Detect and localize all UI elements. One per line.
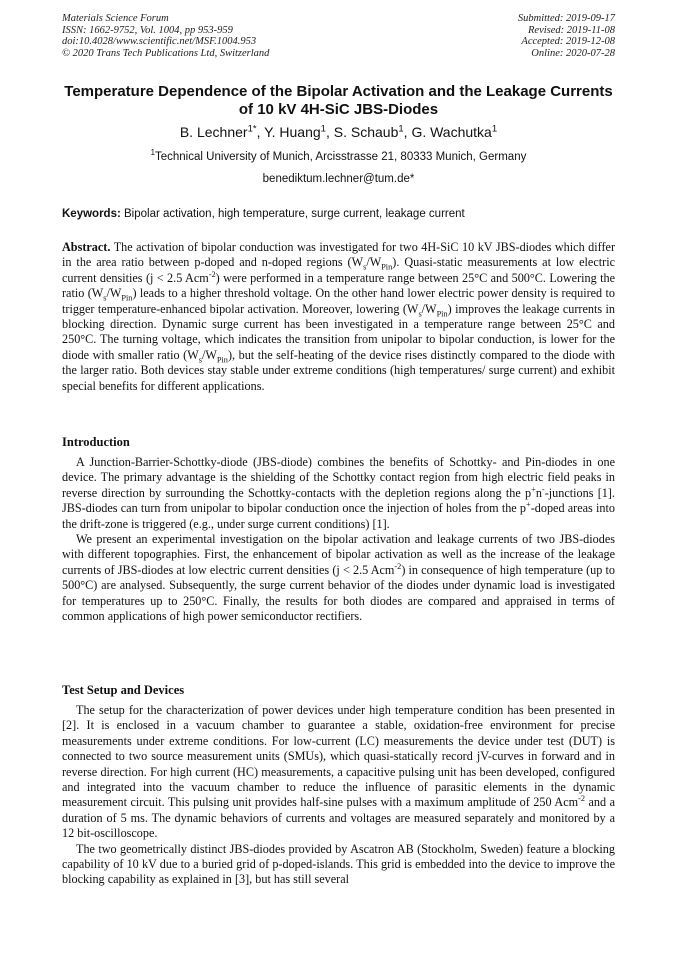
author-mark: 1	[491, 123, 498, 135]
abstract-text: The activation of bipolar conduction was investigated for two 4H-SiC 10 kV JBS-diodes which differ in the area ratio between p-doped and n-doped regions (W	[62, 240, 616, 270]
section-introduction	[62, 435, 615, 624]
paragraph-text: -junctions [1]. JBS-diodes can turn from unipolar to bipolar conduction once the injection of holes from the p	[62, 485, 615, 516]
section-test-setup	[62, 683, 615, 888]
affiliation	[62, 150, 615, 164]
author-name: G. Wachutka	[411, 124, 492, 140]
date-revised: Revised: 2019-11-08	[528, 24, 615, 36]
paragraph-text: -doped areas into the drift-zone is triggered (e.g., under surge current conditions) [1].	[62, 501, 615, 531]
abstract-label: Abstract.	[62, 240, 111, 254]
section-heading: Test Setup and Devices	[62, 683, 185, 697]
paragraph-text: We present an experimental investigation on the bipolar activation and leakage currents of two JBS-diodes with different topographies. First, the enhancement of bipolar activation as well as the increase of the leakage currents of JBS-diodes at low electric current densities (j < 2.5 Acm	[62, 532, 615, 577]
paragraph-text: The setup for the characterization of power devices under high temperature condition has been presented in [2]. It is enclosed in a vacuum chamber to guarantee a stable, oxidation-free environment for precise measurements under extreme conditions. For low-current (LC) measurements the device under test (DUT) is connected to two source measurement units (SMUs), which quasi-statically record jV-curves in forward and in reverse direction. For high current (HC) measurements, a capacitive pulsing unit has been developed, configured and integrated into the vacuum chamber to reduce the influence of parasitic elements in the dynamic measurement circuit. This pulsing unit provides half-sine pulses with a maximum amplitude of 250 Acm	[62, 703, 615, 810]
keywords	[62, 207, 615, 221]
superscript: -2	[578, 794, 585, 804]
author-list: B. Lechner$^{1*}$, Y. Huang$^1$, S. Schaub$^1$, G. Wachutka$^1$	[179, 123, 498, 140]
subscript: Pin	[121, 293, 133, 303]
subscript: Pin	[436, 309, 448, 319]
date-submitted: Submitted: 2019-09-17	[517, 13, 615, 24]
section-heading: Introduction	[62, 435, 130, 449]
paragraph-text: A Junction-Barrier-Schottky-diode (JBS-diode) combines the benefits of Schottky- and Pin-diodes in one device. The primary advantage is the shielding of the Schottky contact region from high electric field peaks in reverse direction by surrounding the Schottky-contacts with the depletion regions along the p	[62, 455, 615, 500]
keywords-label: Keywords:	[62, 208, 121, 220]
author-mark: 1	[320, 123, 326, 135]
author-name: B. Lechner	[179, 124, 248, 140]
symbol-text: /W	[201, 347, 217, 362]
journal-issn: ISSN: 1662-9752, Vol. 1004, pp 953-959	[62, 24, 233, 36]
subscript: s	[103, 293, 107, 303]
superscript: +	[531, 484, 536, 494]
subscript: s	[198, 355, 202, 365]
keywords-text: Bipolar activation, high temperature, surge current, leakage current	[124, 208, 465, 220]
paragraph-text: ) in consequence of high temperature (up to 500°C) are analysed. Subsequently, the surge current behavior of the diodes under dynamic load is investigated for temperatures up to 250°C. Finally, the results for both diodes are compared and appraised in terms of common applications of high power semiconductor rectifiers.	[62, 562, 615, 624]
paragraph	[62, 455, 615, 532]
abstract-text: ). Quasi-static measurements at low electric current densities (j < 2.5 Acm	[62, 255, 615, 285]
superscript: -2	[394, 561, 402, 571]
paragraph	[62, 703, 615, 842]
abstract-text: ), but the self-heating of the device rises distinctly compared to the diode with the larger ratio. Both devices stay stable under extreme conditions (high temperatures/ surge current) and exhibit special benefits for different applications.	[62, 347, 615, 393]
abstract-text: ) leads to a higher threshold voltage. On the other hand lower electric power density is required to trigger temperature-enhanced bipolar activation. Moreover, lowering (W	[62, 286, 615, 316]
subscript: s	[418, 309, 422, 319]
abstract-text: ) improves the leakage currents in blocking direction. Dynamic surge current has been investigated in a temperature range between 25°C and 250°C. The turning voltage, which indicates the transition from unipolar to bipolar conduction, is lower for the diode with smaller ratio (W	[62, 301, 616, 362]
affiliation-mark: 1	[150, 148, 155, 158]
author-mark: 1	[398, 123, 404, 135]
subscript: Pin	[381, 262, 393, 272]
abstract-text: ) were performed in a temperature range between 25°C and 500°C. Lowering the ratio (W	[62, 270, 616, 301]
paragraph	[62, 532, 615, 624]
subscript: Pin	[216, 355, 228, 365]
symbol-text: /W	[366, 255, 382, 270]
paragraph-text: and a duration of 5 ms. The dynamic behaviors of currents and voltages are measured separately and monitored by a 12 bit-oscilloscope.	[62, 795, 615, 841]
symbol-text: /W	[421, 301, 437, 316]
dates-header	[518, 13, 615, 59]
journal-header	[62, 13, 269, 59]
superscript: -2	[208, 269, 216, 279]
author-name: S. Schaub	[333, 124, 399, 140]
date-accepted: Accepted: 2019-12-08	[521, 36, 615, 48]
author-mark: 1*	[247, 123, 257, 135]
subscript: s	[363, 262, 367, 272]
affiliation-text: Technical University of Munich, Arcisstrasse 21, 80333 Munich, Germany	[155, 151, 527, 163]
contact-email[interactable]: benediktum.lechner@tum.de*	[262, 173, 415, 185]
date-online: Online: 2020-07-28	[531, 47, 615, 59]
paper-title: Temperature Dependence of the Bipolar Activation and the Leakage Currents of 10 kV 4H-SiC JBS-Diodes	[64, 83, 613, 118]
paragraph: The two geometrically distinct JBS-diodes provided by Ascatron AB (Stockholm, Sweden) feature a blocking capability of 10 kV due to a buried grid of p-doped-islands. This grid is embedded into the device to improve the blocking capability as explained in [3], but has still several	[62, 841, 615, 887]
author-name: Y. Huang	[264, 124, 321, 140]
superscript: +	[526, 500, 531, 510]
abstract	[62, 240, 615, 394]
paragraph-text: n	[535, 485, 542, 500]
journal-name: Materials Science Forum	[62, 13, 169, 24]
journal-doi: doi:10.4028/www.scientific.net/MSF.1004.953	[62, 36, 257, 48]
superscript: -	[541, 484, 545, 494]
journal-copyright: © 2020 Trans Tech Publications Ltd, Switzerland	[62, 47, 270, 59]
symbol-text: /W	[106, 286, 122, 301]
